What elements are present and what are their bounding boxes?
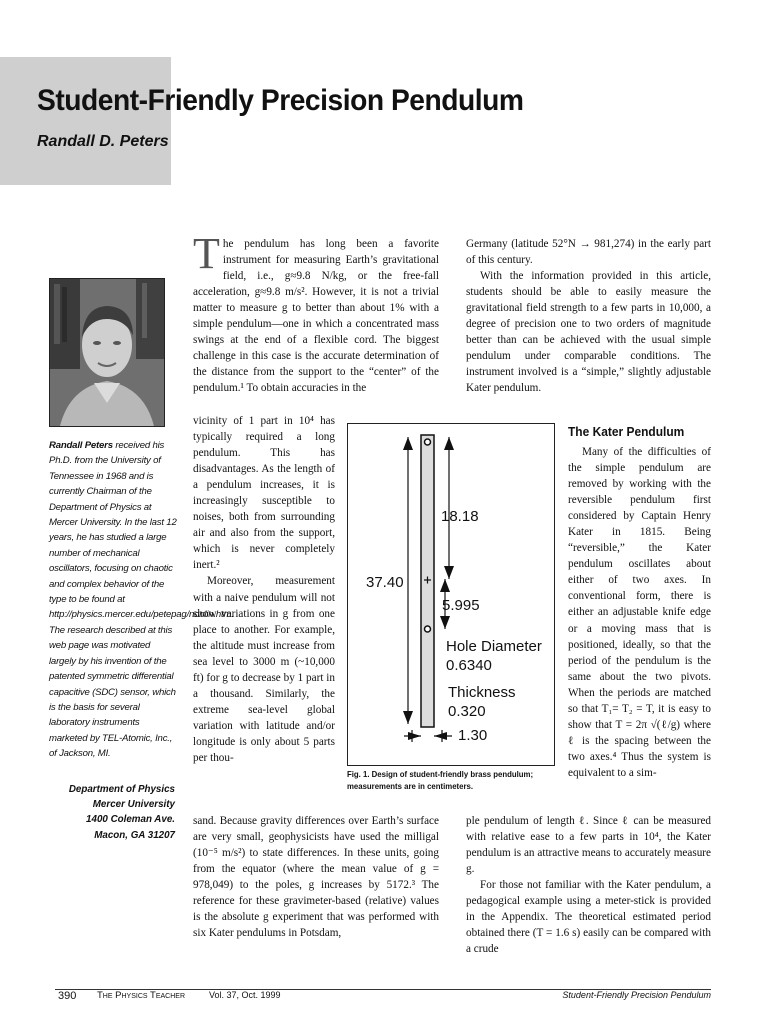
col2-top — [466, 236, 711, 396]
page-number: 390 — [58, 990, 77, 1002]
col2-para4: For those not familiar with the Kater pendulum, a pedagogical example using a meter-stick is provided in the Appendix. The theoretical estimated period obtained there (T = 1.6 s) easily can be compared with a crude — [466, 879, 711, 956]
article-title: Student-Friendly Precision Pendulum — [37, 84, 524, 117]
author-address — [40, 782, 175, 843]
col2-bottom — [466, 813, 711, 957]
col1-narrow — [193, 413, 335, 766]
width-label: 1.30 — [458, 727, 488, 744]
hole-bottom — [425, 626, 431, 632]
bio-text: received his Ph.D. from the University of Tennessee in 1968 and is currently Chairman of the Department of Physics at Mercer University. In the last 12 years, he has studied a large number of mechanical oscillators, focusing on chaotic and complex behavior of the type to be found at http://physics.mercer.edu/petepag/nonlin.htm. The research described at this web page was motivated largely by his invention of the patented symmetric differential capacitive (SDC) sensor, which is the basis for several laboratory instruments marketed by TEL-Atomic, Inc., of Jackson, MI. — [49, 440, 234, 760]
figure-caption: Fig. 1. Design of student-friendly brass pendulum; measurements are in centimeters. — [347, 769, 534, 791]
address-line: Department of Physics — [68, 784, 175, 795]
col1-bottom — [193, 813, 439, 941]
col1-top — [193, 229, 439, 396]
col2-para2: With the information provided in this article, students should be able to easily measure the gravitational field strength to a few parts in 10,000, a degree of precision one to two orders of magnitude better than can be achieved with the usual simple pendulum under comparable conditions. The instrument involved is a “simple,” slightly adjustable Kater pendulum. — [466, 270, 711, 395]
col2-para3-bottom: ple pendulum of length ℓ. Since ℓ can be measured with relative ease to a few parts in 10⁴, the Kater pendulum is an attractive means to accurately measure g. — [466, 815, 711, 876]
lower-length-label: 5.995 — [442, 597, 480, 614]
author-bio — [49, 438, 234, 762]
col1-para1-top: he pendulum has long been a favorite instrument for measuring Earth’s gravitational field, i.e., g≈9.8 N/kg, or the free-fall acceleration, g≈9.8 m/s². However, it is not a trivial matter to measure g to better than about 1% with a simple pendulum—one in which a concentrated mass swings at the end of a flexible cord. The biggest challenge in this case is the accurate determination of the distance from the support to the “center” of the pendulum.¹ To obtain accuracies in the — [193, 238, 439, 395]
figure-1 — [347, 423, 555, 766]
drop-cap: T — [193, 229, 220, 278]
running-title: Student-Friendly Precision Pendulum — [562, 990, 711, 1000]
upper-length-label: 18.18 — [441, 508, 479, 525]
bio-name: Randall Peters — [49, 440, 113, 451]
section-heading: The Kater Pendulum — [568, 424, 685, 439]
col1-para1-narrow: vicinity of 1 part in 10⁴ has typically required a long pendulum. This has disadvantages. As the length of a pendulum increases, it is increasingly susceptible to noises, both from surrounding air and also from the support, which is never completely inert.² — [193, 415, 335, 572]
author-name: Randall D. Peters — [37, 133, 169, 150]
hole-diameter-label: Hole Diameter — [446, 638, 542, 655]
thickness-value: 0.320 — [448, 703, 486, 720]
author-photo — [49, 278, 165, 427]
total-length-label: 37.40 — [366, 574, 404, 591]
thickness-label: Thickness — [448, 684, 516, 701]
col2-para1: Germany (latitude 52°N → 981,274) in the early part of this century. — [466, 238, 711, 267]
col2-narrow — [568, 444, 711, 781]
col1-para2-narrow: Moreover, measurement with a naive pendulum will not show variations in g from one place to another. For example, the altitude must increase from sea level to 3000 m (~10,000 ft) for g to decrease by 1 part in a thousand. Similarly, the extreme sea-level global variation with latitude and/or longitude is only about 5 parts per thou- — [193, 575, 335, 764]
address-line: Mercer University — [92, 799, 175, 811]
address-line: 1400 Coleman Ave. — [86, 814, 175, 826]
author-portrait-icon — [50, 279, 164, 426]
header-grey-block — [0, 57, 171, 185]
col1-para2-bottom: sand. Because gravity differences over Earth’s surface are very small, geophysicists have used the milligal (10⁻⁵ m/s²) to state differences. In these units, going from the equator (where the mean value of g = 978,049) to the poles, g increases by 5172.³ The reference for these gravimeter-based (relative) values is the absolute g experiment that was performed with six Kater pendulums in Potsdam, — [193, 815, 439, 940]
address-line: Macon, GA 31207 — [94, 829, 175, 841]
journal-name: The Physics Teacher — [97, 990, 186, 1001]
issue-info: Vol. 37, Oct. 1999 — [209, 990, 281, 1000]
col2-para3-narrow: Many of the difficulties of the simple pendulum are removed by working with the reversible pendulum first considered by Captain Henry Kater in 1815. Being “reversible,” the Kater pendulum oscillates about either of two axes. In conventional form, there is either an adjustable knife edge or a moving mass that is positioned, ideally, so that the period of the pendulum is the same about the two pivots. When the periods are matched so that T₁= T₂ = T, it is easy to show that T = 2π √(ℓ/g) where ℓ is the spacing between the two axes.⁴ Thus the system is equivalent to a sim- — [568, 446, 711, 779]
hole-top — [425, 439, 431, 445]
hole-diameter-value: 0.6340 — [446, 657, 492, 674]
